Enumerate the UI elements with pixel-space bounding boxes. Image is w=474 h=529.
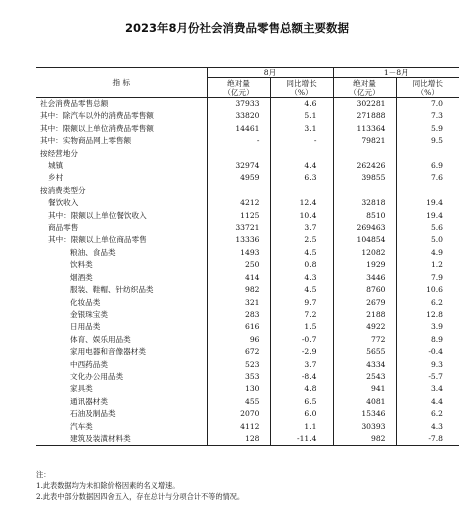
ytd-abs-cell [333,148,396,160]
month-yoy-cell: 0.8 [270,259,333,271]
month-abs-cell [207,185,270,197]
table-row [36,284,459,296]
table-row [36,185,459,197]
table-row [36,421,459,433]
ytd-yoy-cell: 19.4 [396,197,459,209]
month-abs-cell: 1125 [207,210,270,222]
table-row [36,383,459,395]
month-abs-cell: 4959 [207,172,270,184]
period-month-header: 8月 [207,68,333,78]
ytd-abs-cell: 79821 [333,135,396,147]
month-yoy-cell: 9.7 [270,297,333,309]
ytd-abs-cell: 8760 [333,284,396,296]
table-row [36,148,459,160]
ytd-abs-cell: 39855 [333,172,396,184]
month-abs-cell: 672 [207,346,270,358]
month-abs-cell: 414 [207,272,270,284]
month-abs-cell: 982 [207,284,270,296]
table-row [36,371,459,383]
month-abs-cell: 32974 [207,160,270,172]
row-label: 汽车类 [70,421,93,431]
month-abs-cell: 37933 [207,98,270,111]
row-label: 通讯器材类 [70,396,108,406]
table-row [36,346,459,358]
month-yoy-cell: 1.1 [270,421,333,433]
month-abs-header: 绝对量 （亿元） [207,78,270,98]
row-label: 化妆品类 [70,297,101,307]
ytd-yoy-cell: 12.8 [396,309,459,321]
month-abs-cell: 1493 [207,247,270,259]
table-row [36,433,459,445]
notes-heading: 注： [36,470,51,479]
month-abs-cell: 128 [207,433,270,445]
table-row [36,197,459,209]
ytd-yoy-cell: -5.7 [396,371,459,383]
ytd-abs-cell: 2679 [333,297,396,309]
row-label: 其中：除汽车以外的消费品零售额 [40,111,154,121]
month-yoy-cell: 6.3 [270,172,333,184]
month-abs-cell: 4212 [207,197,270,209]
row-label: 社会消费品零售总额 [40,99,109,108]
month-yoy-cell: 12.4 [270,197,333,209]
row-label: 其中：限额以上单位商品零售 [48,235,147,245]
ytd-abs-cell: 1929 [333,259,396,271]
ytd-yoy-cell: 7.9 [396,272,459,284]
month-yoy-cell: 10.4 [270,210,333,222]
ytd-yoy-cell: 4.4 [396,396,459,408]
ytd-yoy-cell [396,185,459,197]
ytd-abs-cell: 262426 [333,160,396,172]
row-label: 饮料类 [70,260,93,270]
month-abs-cell: 4112 [207,421,270,433]
month-yoy-cell: -11.4 [270,433,333,445]
month-yoy-cell: 6.5 [270,396,333,408]
row-label: 金银珠宝类 [70,309,108,319]
ytd-abs-cell: 4922 [333,321,396,333]
row-label: 按消费类型分 [40,185,86,195]
row-label: 日用品类 [70,322,101,332]
ytd-abs-header: 绝对量 （亿元） [333,78,396,98]
table-row [36,359,459,371]
month-yoy-header: 同比增长 （%） [270,78,333,98]
month-abs-cell: 33721 [207,222,270,234]
table-row [36,321,459,333]
month-yoy-cell: -8.4 [270,371,333,383]
month-yoy-cell: 3.1 [270,123,333,135]
row-label: 烟酒类 [70,272,93,282]
table-row [36,210,459,222]
ytd-yoy-cell: 7.6 [396,172,459,184]
ytd-yoy-cell: 6.2 [396,408,459,420]
month-abs-cell: 250 [207,259,270,271]
month-abs-cell: 455 [207,396,270,408]
ytd-yoy-cell: -7.8 [396,433,459,445]
ytd-yoy-cell: 7.3 [396,110,459,122]
row-label: 家用电器和音像器材类 [70,347,146,357]
month-yoy-cell: 4.8 [270,383,333,395]
row-label: 按经营地分 [40,148,78,158]
month-abs-cell: 2070 [207,408,270,420]
ytd-yoy-cell [396,148,459,160]
table-row [36,123,459,135]
month-yoy-cell: - [270,135,333,147]
ytd-yoy-cell: 6.2 [396,297,459,309]
ytd-abs-cell: 8510 [333,210,396,222]
month-yoy-cell: 4.4 [270,160,333,172]
table-row [36,234,459,246]
row-label: 体育、娱乐用品类 [70,334,131,344]
month-abs-cell: - [207,135,270,147]
ytd-abs-cell: 2188 [333,309,396,321]
row-label: 餐饮收入 [48,198,79,208]
ytd-yoy-cell: 8.9 [396,334,459,346]
ytd-yoy-cell: 5.9 [396,123,459,135]
month-abs-cell: 130 [207,383,270,395]
table-row [36,259,459,271]
ytd-yoy-cell: 19.4 [396,210,459,222]
ytd-abs-cell [333,185,396,197]
month-yoy-cell: 2.5 [270,234,333,246]
ytd-yoy-cell: 5.0 [396,234,459,246]
page-title: 2023年8月份社会消费品零售总额主要数据 [124,21,349,35]
note-2: 2.此表中部分数据因四舍五入，存在总计与分项合计不等的情况。 [36,492,245,501]
ytd-abs-cell: 941 [333,383,396,395]
month-yoy-cell [270,185,333,197]
month-yoy-cell: 6.0 [270,408,333,420]
table-row [36,309,459,321]
ytd-yoy-header: 同比增长 （%） [396,78,459,98]
row-label: 服装、鞋帽、针纺织品类 [70,285,154,295]
month-abs-cell: 33820 [207,110,270,122]
table-row [36,396,459,408]
month-abs-cell: 616 [207,321,270,333]
ytd-abs-cell: 15346 [333,408,396,420]
ytd-abs-cell: 104854 [333,234,396,246]
ytd-yoy-cell: 3.9 [396,321,459,333]
ytd-yoy-cell: -0.4 [396,346,459,358]
row-label: 商品零售 [48,223,79,233]
ytd-abs-cell: 2543 [333,371,396,383]
row-label: 乡村 [48,173,64,183]
month-yoy-cell: 4.6 [270,98,333,111]
ytd-abs-cell: 12082 [333,247,396,259]
ytd-abs-cell: 269463 [333,222,396,234]
table-row [36,98,459,111]
month-abs-cell: 96 [207,334,270,346]
table-row [36,297,459,309]
ytd-yoy-cell: 9.3 [396,359,459,371]
ytd-abs-cell: 772 [333,334,396,346]
row-label: 其中：实物商品网上零售额 [40,136,132,146]
month-yoy-cell [270,148,333,160]
row-label: 文化办公用品类 [70,371,124,381]
month-abs-cell: 523 [207,359,270,371]
ytd-abs-cell: 982 [333,433,396,445]
month-abs-cell [207,148,270,160]
ytd-abs-cell: 4334 [333,359,396,371]
ytd-yoy-cell: 5.6 [396,222,459,234]
ytd-yoy-cell: 3.4 [396,383,459,395]
ytd-yoy-cell: 9.5 [396,135,459,147]
month-abs-cell: 321 [207,297,270,309]
table-row [36,334,459,346]
ytd-abs-cell: 3446 [333,272,396,284]
table-row [36,222,459,234]
month-yoy-cell: 3.7 [270,359,333,371]
ytd-yoy-cell: 7.0 [396,98,459,111]
table-row [36,110,459,122]
month-yoy-cell: 4.3 [270,272,333,284]
table-row [36,272,459,284]
ytd-abs-cell: 271888 [333,110,396,122]
table-row [36,172,459,184]
ytd-yoy-cell: 4.9 [396,247,459,259]
row-label: 家具类 [70,384,93,394]
month-yoy-cell: 3.7 [270,222,333,234]
month-abs-cell: 13336 [207,234,270,246]
table-row [36,135,459,147]
month-abs-cell: 353 [207,371,270,383]
ytd-yoy-cell: 1.2 [396,259,459,271]
period-ytd-header: 1－8月 [333,68,459,78]
table-row [36,408,459,420]
row-label: 粮油、食品类 [70,247,116,257]
ytd-yoy-cell: 6.9 [396,160,459,172]
table-notes [36,469,459,502]
ytd-abs-cell: 32818 [333,197,396,209]
month-yoy-cell: 5.1 [270,110,333,122]
ytd-abs-cell: 4081 [333,396,396,408]
indicator-header: 指 标 [36,68,207,98]
month-abs-cell: 14461 [207,123,270,135]
row-label: 其中：限额以上单位消费品零售额 [40,123,154,133]
month-yoy-cell: 4.5 [270,284,333,296]
ytd-abs-cell: 5655 [333,346,396,358]
ytd-abs-cell: 302281 [333,98,396,111]
row-label: 中西药品类 [70,359,108,369]
month-yoy-cell: 7.2 [270,309,333,321]
month-abs-cell: 283 [207,309,270,321]
ytd-abs-cell: 113364 [333,123,396,135]
month-yoy-cell: 4.5 [270,247,333,259]
month-yoy-cell: -0.7 [270,334,333,346]
month-yoy-cell: -2.9 [270,346,333,358]
row-label: 石油及制品类 [70,409,116,419]
row-label: 其中：限额以上单位餐饮收入 [48,210,147,220]
month-yoy-cell: 1.5 [270,321,333,333]
ytd-abs-cell: 30393 [333,421,396,433]
row-label: 城镇 [48,161,64,171]
row-label: 建筑及装潢材料类 [70,433,131,443]
table-row [36,160,459,172]
table-row [36,247,459,259]
ytd-yoy-cell: 4.3 [396,421,459,433]
note-1: 1.此表数据均为未扣除价格因素的名义增速。 [36,481,180,490]
ytd-yoy-cell: 10.6 [396,284,459,296]
data-table [36,67,459,446]
